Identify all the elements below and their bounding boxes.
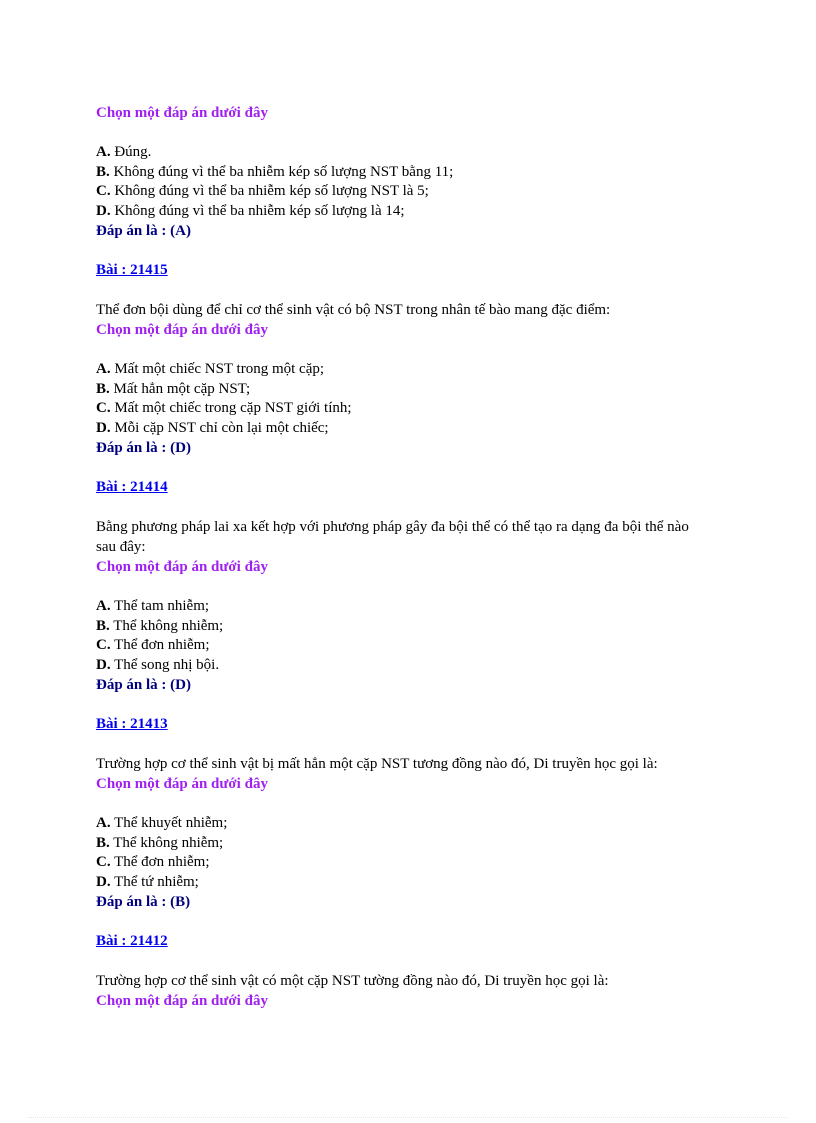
option-letter: A.	[96, 361, 111, 377]
question-text: Trường hợp cơ thể sinh vật có một cặp NST tường đồng nào đó, Di truyền học gọi là:	[96, 973, 609, 989]
option-text: Mất một chiếc trong cặp NST giới tính;	[110, 400, 352, 416]
question-block-21414	[96, 477, 716, 695]
question-text: Trường hợp cơ thể sinh vật bị mất hẳn một cặp NST tương đồng nào đó, Di truyền học gọi là:	[96, 756, 658, 772]
option-a[interactable]	[96, 814, 716, 834]
option-letter: C.	[96, 637, 111, 653]
option-letter: B.	[96, 617, 110, 634]
question-block-21413	[96, 714, 716, 912]
option-letter: D.	[96, 873, 111, 890]
question-block-previous	[96, 103, 716, 241]
option-text: Thể không nhiễm;	[109, 617, 224, 634]
question-block-21415	[96, 260, 716, 458]
option-c[interactable]	[96, 636, 716, 656]
answer-text: Đáp án là : (D)	[96, 440, 192, 456]
question-title-link[interactable]: Bài : 21415	[96, 262, 168, 278]
option-a[interactable]	[96, 360, 716, 380]
option-text: Thể tam nhiễm;	[110, 598, 210, 614]
option-b[interactable]	[96, 380, 716, 400]
question-text: Bằng phương pháp lai xa kết hợp với phương pháp gây đa bội thể có thể tạo ra dạng đa bội thể nào sau đây:	[96, 519, 689, 555]
option-text: Thể tứ nhiễm;	[110, 873, 199, 890]
question-title-link[interactable]: Bài : 21413	[96, 716, 168, 732]
page-bottom-divider	[28, 1117, 788, 1118]
option-text: Thể khuyết nhiễm;	[110, 815, 228, 831]
option-letter: B.	[96, 380, 110, 397]
option-letter: A.	[96, 815, 111, 831]
option-text: Thể đơn nhiễm;	[110, 854, 210, 870]
option-text: Thể song nhị bội.	[110, 656, 220, 673]
option-text: Thể không nhiễm;	[109, 834, 224, 851]
option-text: Mất hẳn một cặp NST;	[109, 380, 251, 397]
option-b[interactable]	[96, 834, 716, 854]
choose-label: Chọn một đáp án dưới đây	[96, 322, 268, 338]
option-text: Không đúng vì thể ba nhiễm kép số lượng NST là 5;	[110, 183, 429, 199]
answer-text: Đáp án là : (B)	[96, 894, 191, 910]
question-title-link[interactable]: Bài : 21414	[96, 479, 168, 495]
option-c[interactable]	[96, 182, 716, 202]
option-d[interactable]	[96, 873, 716, 893]
option-d[interactable]	[96, 419, 716, 439]
document-page	[96, 103, 716, 1011]
option-d[interactable]	[96, 656, 716, 676]
option-letter: C.	[96, 183, 111, 199]
answer-text: Đáp án là : (D)	[96, 677, 192, 693]
question-block-21412	[96, 931, 716, 1011]
option-letter: C.	[96, 854, 111, 870]
option-text: Không đúng vì thể ba nhiễm kép số lượng NST bằng 11;	[109, 163, 454, 180]
option-letter: C.	[96, 400, 111, 416]
answer-text: Đáp án là : (A)	[96, 223, 192, 239]
option-c[interactable]	[96, 399, 716, 419]
option-b[interactable]	[96, 163, 716, 183]
option-letter: A.	[96, 598, 111, 614]
option-letter: B.	[96, 834, 110, 851]
option-letter: D.	[96, 656, 111, 673]
option-a[interactable]	[96, 143, 716, 163]
choose-label: Chọn một đáp án dưới đây	[96, 559, 268, 575]
option-text: Mỗi cặp NST chỉ còn lại một chiếc;	[110, 419, 329, 436]
option-text: Mất một chiếc NST trong một cặp;	[110, 361, 325, 377]
option-letter: B.	[96, 163, 110, 180]
option-b[interactable]	[96, 617, 716, 637]
option-letter: D.	[96, 202, 111, 219]
question-title-link[interactable]: Bài : 21412	[96, 933, 168, 949]
question-text: Thể đơn bội dùng để chỉ cơ thể sinh vật có bộ NST trong nhân tế bào mang đặc điểm:	[96, 302, 611, 318]
option-letter: D.	[96, 419, 111, 436]
choose-label: Chọn một đáp án dưới đây	[96, 993, 268, 1009]
choose-label: Chọn một đáp án dưới đây	[96, 776, 268, 792]
option-a[interactable]	[96, 597, 716, 617]
option-c[interactable]	[96, 853, 716, 873]
option-text: Không đúng vì thể ba nhiễm kép số lượng là 14;	[110, 202, 405, 219]
choose-label: Chọn một đáp án dưới đây	[96, 105, 268, 121]
option-d[interactable]	[96, 202, 716, 222]
option-text: Đúng.	[110, 144, 152, 160]
option-letter: A.	[96, 144, 111, 160]
option-text: Thể đơn nhiễm;	[110, 637, 210, 653]
